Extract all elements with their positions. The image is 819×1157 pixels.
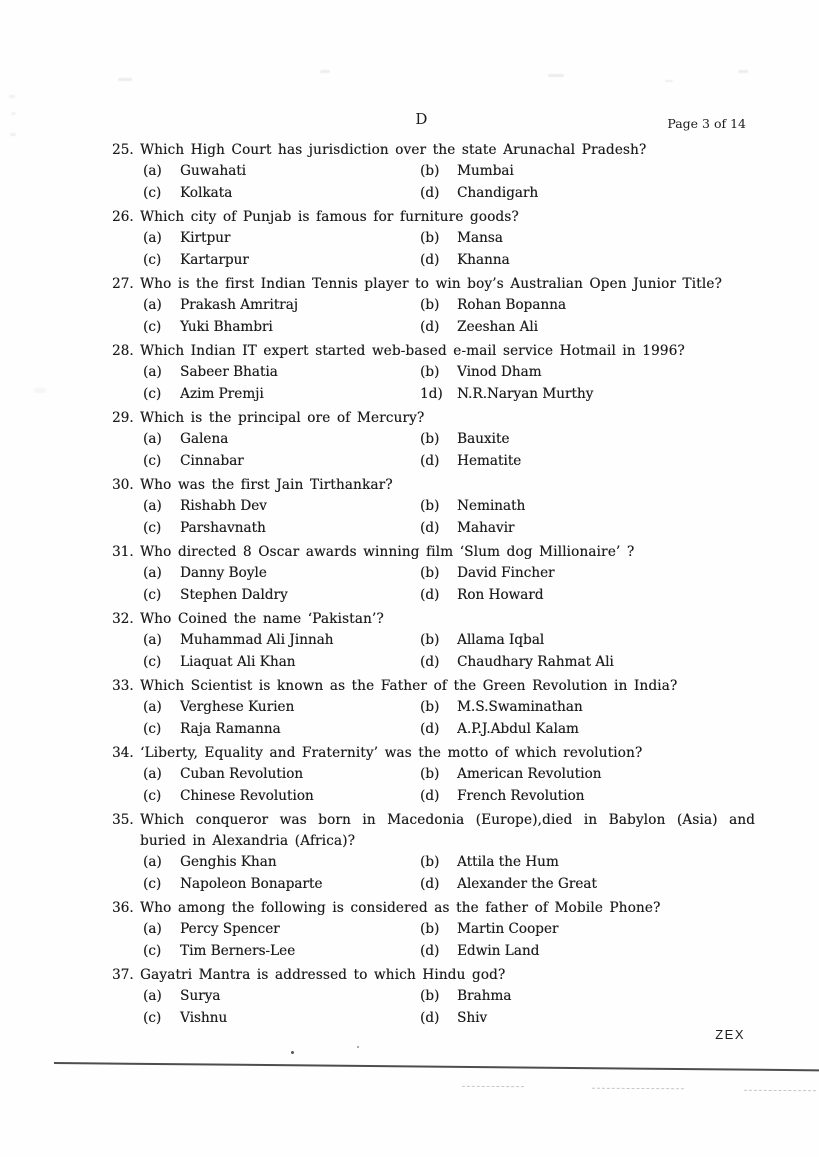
option [143,874,420,896]
options-row [112,719,755,741]
option [143,764,420,786]
option-text: Surya [180,988,221,1004]
option-text: Alexander the Great [457,875,597,892]
option [143,630,420,652]
scan-speck [738,70,748,73]
option-label: (a) [143,921,162,937]
options-row [112,228,755,250]
options-row [112,941,755,963]
option-label: (b) [420,297,440,313]
option-text: Mumbai [457,163,514,179]
option-text: Ron Howard [457,586,544,603]
option-label: (d) [420,653,440,670]
option [143,451,420,473]
question-number: 26. [112,209,134,225]
option [420,697,755,719]
question-text: Which conqueror was born in Macedonia (Europe),died in Babylon (Asia) and buried in Alexandria (Africa)? [140,812,755,849]
option-text: Prakash Amritraj [180,297,298,313]
question-text: Who directed 8 Oscar awards winning film ‘Slum dog Millionaire’ ? [140,544,635,560]
option-text: Zeeshan Ali [457,318,538,335]
option-label: (d) [420,875,440,892]
option-label: (b) [420,431,440,447]
option-text: David Fincher [457,565,555,581]
option [420,563,755,585]
option-label: (b) [420,230,440,246]
option [420,852,755,874]
question [112,609,755,673]
option-label: (b) [420,632,440,648]
question-text: Gayatri Mantra is addressed to which Hindu god? [140,967,506,983]
option-text: Vinod Dham [457,364,542,380]
question-number: 34. [112,745,134,761]
question [112,207,755,271]
option-label: (d) [420,942,440,959]
option [143,919,420,941]
option [420,295,755,317]
option-text: Tim Berners-Lee [180,942,296,959]
options-row [112,250,755,272]
page-number: Page 3 of 14 [667,116,746,131]
option-text: Stephen Daldry [180,586,288,603]
question-text: Which is the principal ore of Mercury? [140,410,425,426]
bottom-scan-line [54,1062,819,1071]
question-text: Which Scientist is known as the Father of the Green Revolution in India? [140,678,678,694]
option [143,161,420,183]
option [143,941,420,963]
option-text: Cinnabar [180,452,244,469]
option [143,429,420,451]
options-row [112,697,755,719]
question-list [112,140,755,1032]
scan-dash [462,1086,524,1087]
option [420,719,755,741]
option [420,919,755,941]
option [143,1008,420,1030]
option-text: Neminath [457,498,526,514]
question-text: Which High Court has jurisdiction over the state Arunachal Pradesh? [140,142,647,158]
option-label: (c) [143,184,162,201]
option-text: Khanna [457,251,510,268]
question-text: Which city of Punjab is famous for furniture goods? [140,209,519,225]
option-text: Genghis Khan [180,854,277,870]
option [143,786,420,808]
option [420,941,755,963]
options-row [112,630,755,652]
option-label: (a) [143,988,162,1004]
options-row [112,295,755,317]
scan-dash [592,1088,684,1089]
question-text: Who is the first Indian Tennis player to win boy’s Australian Open Junior Title? [140,276,722,292]
option-text: N.R.Naryan Murthy [457,385,594,402]
option-text: A.P.J.Abdul Kalam [457,720,579,737]
options-row [112,652,755,674]
options-row [112,563,755,585]
option [420,874,755,896]
question-number: 28. [112,343,134,359]
scan-speck [10,133,16,136]
question [112,341,755,405]
option [420,183,755,205]
question-text: Who was the first Jain Tirthankar? [140,477,393,493]
option-text: Mansa [457,230,503,246]
option [143,563,420,585]
option-text: Brahma [457,988,512,1004]
option-label: (d) [420,184,440,201]
option-text: M.S.Swaminathan [457,699,583,715]
question-number: 37. [112,967,134,983]
option [420,496,755,518]
option-label: (a) [143,766,162,782]
option-label: (c) [143,787,162,804]
option-label: (d) [420,1009,440,1026]
option-label: (d) [420,586,440,603]
option-label: (d) [420,519,440,536]
question-number: 27. [112,276,134,292]
option [143,384,420,406]
option-label: (b) [420,921,440,937]
question [112,475,755,539]
option-text: Danny Boyle [180,565,267,581]
option [143,697,420,719]
option-label: (b) [420,854,440,870]
question-number: 29. [112,410,134,426]
question-number: 35. [112,812,134,828]
options-row [112,384,755,406]
scan-dot [291,1051,294,1054]
option-text: Yuki Bhambri [180,318,273,335]
question [112,898,755,962]
option-text: Chandigarh [457,184,539,201]
option-label: (b) [420,163,440,179]
option-label: (c) [143,1009,162,1026]
option-label: (a) [143,163,162,179]
options-row [112,518,755,540]
question [112,408,755,472]
options-row [112,585,755,607]
option-text: Parshavnath [180,519,266,536]
option [143,295,420,317]
option-label: (a) [143,230,162,246]
option [143,585,420,607]
option [420,250,755,272]
option [420,764,755,786]
option-text: Cuban Revolution [180,766,304,782]
option-text: Chinese Revolution [180,787,314,804]
options-row [112,496,755,518]
option [420,986,755,1008]
option-label: (a) [143,364,162,380]
option-label: (d) [420,318,440,335]
question-text: Which Indian IT expert started web-based e-mail service Hotmail in 1996? [140,343,685,359]
option-label: (b) [420,565,440,581]
option [420,630,755,652]
options-row [112,362,755,384]
options-row [112,1008,755,1030]
option [143,518,420,540]
footer-code: ZEX [715,1027,745,1042]
option-text: Edwin Land [457,942,540,959]
scan-speck [320,70,330,73]
option-label: (a) [143,632,162,648]
option-text: Rishabh Dev [180,498,267,514]
option [420,317,755,339]
scan-dash [744,1090,816,1091]
option [420,228,755,250]
options-row [112,786,755,808]
option-label: (c) [143,720,162,737]
question-text: Who Coined the name ‘Pakistan’? [140,611,384,627]
option-label: (b) [420,988,440,1004]
question-number: 30. [112,477,134,493]
option [420,362,755,384]
option-text: Kartarpur [180,251,249,268]
options-row [112,451,755,473]
options-row [112,317,755,339]
option-text: Napoleon Bonaparte [180,875,323,892]
option-text: Attila the Hum [457,854,559,870]
option [420,384,755,406]
option-label: (a) [143,297,162,313]
option-label: (c) [143,251,162,268]
options-row [112,852,755,874]
option-text: Martin Cooper [457,921,559,937]
question-number: 31. [112,544,134,560]
option [143,317,420,339]
option-label: 1d) [420,385,443,402]
option-text: Chaudhary Rahmat Ali [457,653,614,670]
question [112,965,755,1029]
option-text: Kirtpur [180,230,231,246]
option-label: (c) [143,942,162,959]
option-label: (b) [420,766,440,782]
options-row [112,874,755,896]
option [420,429,755,451]
option [143,362,420,384]
scan-dot [357,1046,359,1048]
option-text: Azim Premji [180,385,264,402]
option-label: (a) [143,431,162,447]
option-label: (c) [143,318,162,335]
options-row [112,183,755,205]
option [143,986,420,1008]
question [112,542,755,606]
option-text: Vishnu [180,1009,228,1026]
option [420,1008,755,1030]
exam-set-letter: D [415,110,428,128]
option-label: (d) [420,787,440,804]
option [420,451,755,473]
option-text: Rohan Bopanna [457,297,566,313]
option-text: Sabeer Bhatia [180,364,278,380]
option-label: (b) [420,699,440,715]
option-text: American Revolution [457,766,602,782]
scan-speck [11,112,16,115]
options-row [112,986,755,1008]
question [112,140,755,204]
option-label: (c) [143,875,162,892]
scan-speck [34,388,46,393]
option [143,719,420,741]
option-label: (a) [143,565,162,581]
options-row [112,161,755,183]
option-text: Mahavir [457,519,515,536]
option [143,250,420,272]
question-number: 25. [112,142,134,158]
option-label: (c) [143,385,162,402]
option-text: Shiv [457,1009,488,1026]
option-label: (c) [143,586,162,603]
option-label: (c) [143,653,162,670]
question [112,810,755,895]
option [143,852,420,874]
question-text: Who among the following is considered as the father of Mobile Phone? [140,900,661,916]
option [143,496,420,518]
option-text: Liaquat Ali Khan [180,653,296,670]
option-text: Muhammad Ali Jinnah [180,632,334,648]
option [143,228,420,250]
option-label: (d) [420,720,440,737]
option-text: Raja Ramanna [180,720,281,737]
option-label: (d) [420,251,440,268]
option-text: French Revolution [457,787,585,804]
option-text: Galena [180,431,229,447]
question-number: 33. [112,678,134,694]
option [420,652,755,674]
question-number: 36. [112,900,134,916]
option [420,786,755,808]
question [112,274,755,338]
option-text: Percy Spencer [180,921,280,937]
option [143,652,420,674]
option-label: (d) [420,452,440,469]
options-row [112,919,755,941]
options-row [112,429,755,451]
option-label: (b) [420,364,440,380]
option [420,585,755,607]
option-label: (c) [143,519,162,536]
scan-speck [9,95,15,98]
question [112,676,755,740]
scan-speck [548,74,564,77]
option-text: Hematite [457,452,522,469]
question [112,743,755,807]
option-label: (a) [143,498,162,514]
option [143,183,420,205]
option-text: Bauxite [457,431,510,447]
option-label: (a) [143,854,162,870]
option-text: Verghese Kurien [180,699,295,715]
option-label: (c) [143,452,162,469]
option-text: Allama Iqbal [457,632,545,648]
question-number: 32. [112,611,134,627]
option-label: (b) [420,498,440,514]
option [420,161,755,183]
option-text: Guwahati [180,163,247,179]
scan-speck [665,80,673,82]
option-text: Kolkata [180,184,233,201]
options-row [112,764,755,786]
question-text: ‘Liberty, Equality and Fraternity’ was the motto of which revolution? [140,745,643,761]
option-label: (a) [143,699,162,715]
scan-speck [118,78,132,81]
option [420,518,755,540]
